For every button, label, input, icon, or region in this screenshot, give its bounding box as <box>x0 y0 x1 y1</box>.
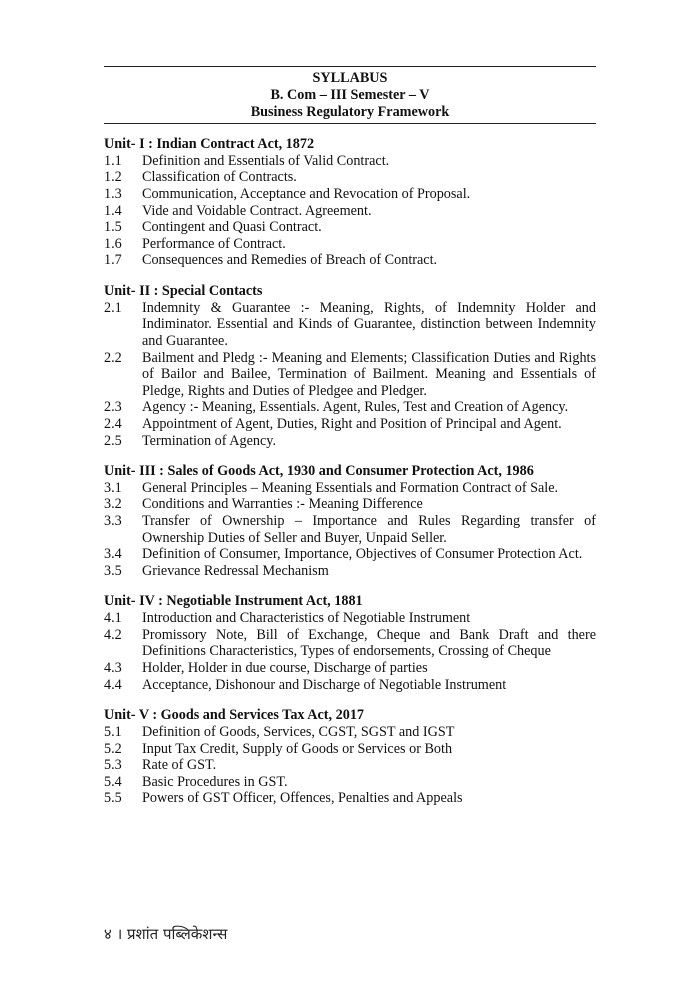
unit-section <box>104 283 596 449</box>
syllabus-item <box>104 660 596 677</box>
unit-title: Unit- I : Indian Contract Act, 1872 <box>104 136 315 152</box>
item-text: Introduction and Characteristics of Negotiable Instrument <box>142 610 471 627</box>
syllabus-item <box>104 627 596 660</box>
item-text: Definition and Essentials of Valid Contract. <box>142 152 390 169</box>
item-number: 4.1 <box>104 610 122 627</box>
item-number: 5.4 <box>104 773 122 790</box>
item-number: 5.1 <box>104 724 122 741</box>
header-course: B. Com – III Semester – V <box>270 87 430 103</box>
unit-title: Unit- IV : Negotiable Instrument Act, 1881 <box>104 593 363 610</box>
item-text: Conditions and Warranties :- Meaning Difference <box>142 496 423 513</box>
syllabus-item <box>104 169 596 186</box>
header-title: SYLLABUS <box>312 70 388 86</box>
item-number: 1.6 <box>104 235 122 252</box>
item-text: Input Tax Credit, Supply of Goods or Services or Both <box>142 740 453 757</box>
syllabus-item <box>104 774 596 791</box>
item-text: Grievance Redressal Mechanism <box>142 562 329 579</box>
item-number: 2.1 <box>104 299 122 316</box>
syllabus-item <box>104 300 596 350</box>
unit-title: Unit- V : Goods and Services Tax Act, 2017 <box>104 707 365 724</box>
syllabus-item <box>104 252 596 269</box>
unit-section <box>104 463 596 579</box>
item-number: 3.5 <box>104 562 122 579</box>
syllabus-item <box>104 790 596 807</box>
item-text: Contingent and Quasi Contract. <box>142 219 322 236</box>
syllabus-item <box>104 153 596 170</box>
syllabus-item <box>104 416 596 433</box>
syllabus-page <box>104 66 596 807</box>
syllabus-item <box>104 219 596 236</box>
unit-title: Unit- II : Special Contacts <box>104 282 263 299</box>
syllabus-item <box>104 236 596 253</box>
item-number: 2.2 <box>104 349 122 366</box>
item-text: Indemnity & Guarantee :- Meaning, Rights, of Indemnity Holder and Indiminator. Essential and Kinds of Guarantee, distinction between Indemnity and Guarantee. <box>142 299 596 349</box>
item-number: 2.4 <box>104 415 122 432</box>
item-number: 2.5 <box>104 432 122 449</box>
syllabus-item <box>104 546 596 563</box>
item-text: Transfer of Ownership – Importance and Rules Regarding transfer of Ownership Duties of Seller and Buyer, Unpaid Seller. <box>142 513 596 546</box>
syllabus-item <box>104 513 596 546</box>
syllabus-header <box>104 67 596 123</box>
syllabus-item <box>104 610 596 627</box>
item-number: 4.2 <box>104 626 122 643</box>
unit-title: Unit- III : Sales of Goods Act, 1930 and Consumer Protection Act, 1986 <box>104 463 534 480</box>
item-text: Powers of GST Officer, Offences, Penalties and Appeals <box>142 790 463 807</box>
item-text: Acceptance, Dishonour and Discharge of Negotiable Instrument <box>142 676 507 693</box>
bottom-rule <box>104 123 596 124</box>
item-text: Termination of Agency. <box>142 432 277 449</box>
page-footer: ४ । प्रशांत पब्लिकेशन्स <box>104 925 228 943</box>
syllabus-item <box>104 724 596 741</box>
item-number: 3.3 <box>104 513 122 530</box>
item-text: Performance of Contract. <box>142 235 286 252</box>
item-number: 5.2 <box>104 740 122 757</box>
item-text: Definition of Consumer, Importance, Objectives of Consumer Protection Act. <box>142 546 583 563</box>
unit-section <box>104 593 596 693</box>
item-text: Basic Procedures in GST. <box>142 773 288 790</box>
unit-section <box>104 707 596 807</box>
item-text: Classification of Contracts. <box>142 169 297 186</box>
item-number: 1.5 <box>104 219 122 236</box>
item-number: 1.4 <box>104 202 122 219</box>
item-text: Communication, Acceptance and Revocation of Proposal. <box>142 185 471 202</box>
syllabus-item <box>104 203 596 220</box>
syllabus-item <box>104 433 596 450</box>
item-number: 5.5 <box>104 790 122 807</box>
item-number: 3.1 <box>104 479 122 496</box>
syllabus-item <box>104 186 596 203</box>
unit-section <box>104 136 596 269</box>
item-text: Agency :- Meaning, Essentials. Agent, Rules, Test and Creation of Agency. <box>142 399 569 416</box>
item-text: Consequences and Remedies of Breach of Contract. <box>142 252 438 269</box>
syllabus-item <box>104 496 596 513</box>
syllabus-item <box>104 350 596 400</box>
item-number: 4.3 <box>104 660 122 677</box>
units-container <box>104 136 596 807</box>
syllabus-item <box>104 563 596 580</box>
item-number: 1.7 <box>104 252 122 269</box>
syllabus-item <box>104 757 596 774</box>
syllabus-item <box>104 480 596 497</box>
item-number: 2.3 <box>104 399 122 416</box>
item-text: Holder, Holder in due course, Discharge of parties <box>142 660 428 677</box>
syllabus-item <box>104 677 596 694</box>
item-number: 1.3 <box>104 185 122 202</box>
item-text: General Principles – Meaning Essentials and Formation Contract of Sale. <box>142 479 559 496</box>
item-number: 4.4 <box>104 676 122 693</box>
syllabus-item <box>104 741 596 758</box>
item-number: 1.2 <box>104 169 122 186</box>
syllabus-item <box>104 399 596 416</box>
item-text: Vide and Voidable Contract. Agreement. <box>142 202 372 219</box>
header-subject: Business Regulatory Framework <box>250 104 450 120</box>
item-text: Bailment and Pledg :- Meaning and Elements; Classification Duties and Rights of Bailor and Bailee, Termination of Bailment. Meaning and Essentials of Pledge, Rights and Duties of Pledgee and Pledger. <box>142 349 596 399</box>
item-number: 1.1 <box>104 152 122 169</box>
item-text: Appointment of Agent, Duties, Right and Position of Principal and Agent. <box>142 415 562 432</box>
item-text: Rate of GST. <box>142 757 217 774</box>
item-text: Definition of Goods, Services, CGST, SGST and IGST <box>142 724 455 741</box>
item-number: 3.2 <box>104 496 122 513</box>
item-number: 3.4 <box>104 546 122 563</box>
item-number: 5.3 <box>104 757 122 774</box>
item-text: Promissory Note, Bill of Exchange, Cheque and Bank Draft and there Definitions Characteristics, Types of endorsements, Crossing of Cheque <box>142 626 596 660</box>
